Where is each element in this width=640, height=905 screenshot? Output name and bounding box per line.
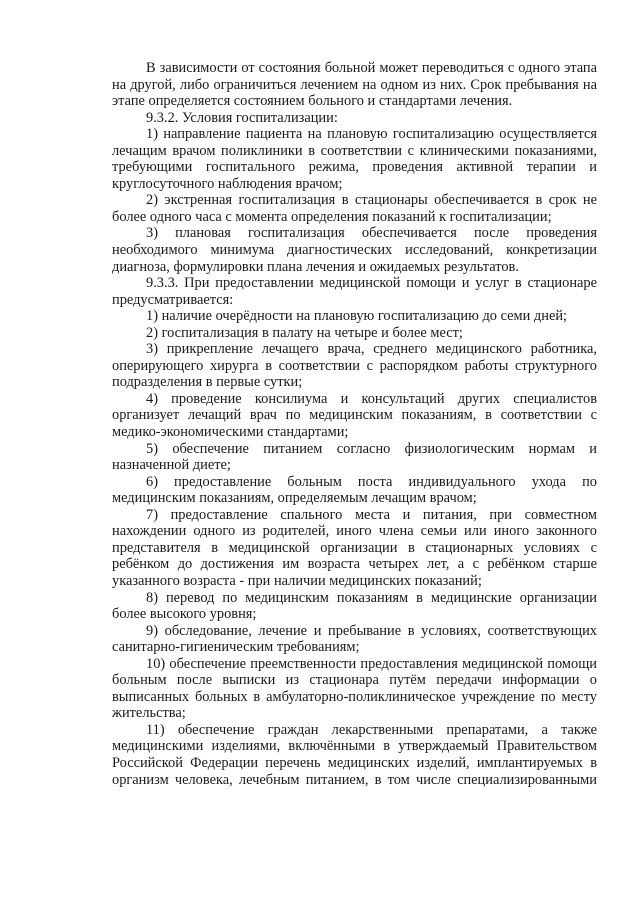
list-item-sanitary-conditions: 9) обследование, лечение и пребывание в условиях, соответствующих санитарно-гигиеническим требованиям; [112,622,597,656]
list-item-continuity-of-care: 10) обеспечение преемственности предоставления медицинской помощи больным после выписки из стационара путём передачи информации о выписанных больных в амбулаторно-поликлиническое учреждение по месту жительства; [112,655,597,722]
section-heading-9-3-3: 9.3.3. При предоставлении медицинской помощи и услуг в стационаре предусматривается: [112,275,597,308]
list-item-parent-accommodation: 7) предоставление спального места и питания, при совместном нахождении одного из родителей, иного члена семьи или иного законного представителя в медицинской организации в стационарных условиях с ребёнком до достижения им возраста четырех лет, а с ребёнком старше указанного возраста - при наличии медицинских показаний; [112,506,597,589]
list-item-emergency-hospitalization: 2) экстренная госпитализация в стационары обеспечивается в срок не более одного часа с момента определения показаний к госпитализации; [112,192,597,225]
list-item-planned-hospitalization: 3) плановая госпитализация обеспечивается после проведения необходимого минимума диагностических исследований, конкретизации диагноза, формулировки плана лечения и ожидаемых результатов. [112,225,597,275]
list-item-attending-doctor: 3) прикрепление лечащего врача, среднего медицинского работника, оперирующего хирурга в соответствии с распорядком работы структурного подразделения в первые сутки; [112,341,597,391]
list-item-medication-supply: 11) обеспечение граждан лекарственными препаратами, а также медицинскими изделиями, включёнными в утверждаемый Правительством Российской Федерации перечень медицинских изделий, имплантируемых в организм человека, лечебным питанием, в том числе специализированными [112,721,597,788]
paragraph-stay-conditions: В зависимости от состояния больной может переводиться с одного этапа на другой, либо ограничиться лечением на одном из них. Срок пребывания на этапе определяется состоянием больного и стандартами лечения. [112,60,597,110]
list-item-planned-referral: 1) направление пациента на плановую госпитализацию осуществляется лечащим врачом поликлиники в соответствии с клиническими показаниями, требующими госпитального режима, проведения активной терапии и круглосуточного наблюдения врачом; [112,126,597,192]
section-heading-9-3-2: 9.3.2. Условия госпитализации: [146,109,338,126]
list-item-nutrition: 5) обеспечение питанием согласно физиологическим нормам и назначенной диете; [112,440,597,474]
list-item-individual-care: 6) предоставление больным поста индивидуального ухода по медицинским показаниям, определяемым лечащим врачом; [112,473,597,507]
list-item-transfer: 8) перевод по медицинским показаниям в медицинские организации более высокого уровня; [112,589,597,623]
list-item-ward: 2) госпитализация в палату на четыре и более мест; [146,324,463,341]
list-item-consultation: 4) проведение консилиума и консультаций других специалистов организует лечащий врач по медицинским показаниям, в соответствии с медико-экономическими стандартами; [112,390,597,441]
list-item-queue: 1) наличие очерёдности на плановую госпитализацию до семи дней; [146,308,568,325]
